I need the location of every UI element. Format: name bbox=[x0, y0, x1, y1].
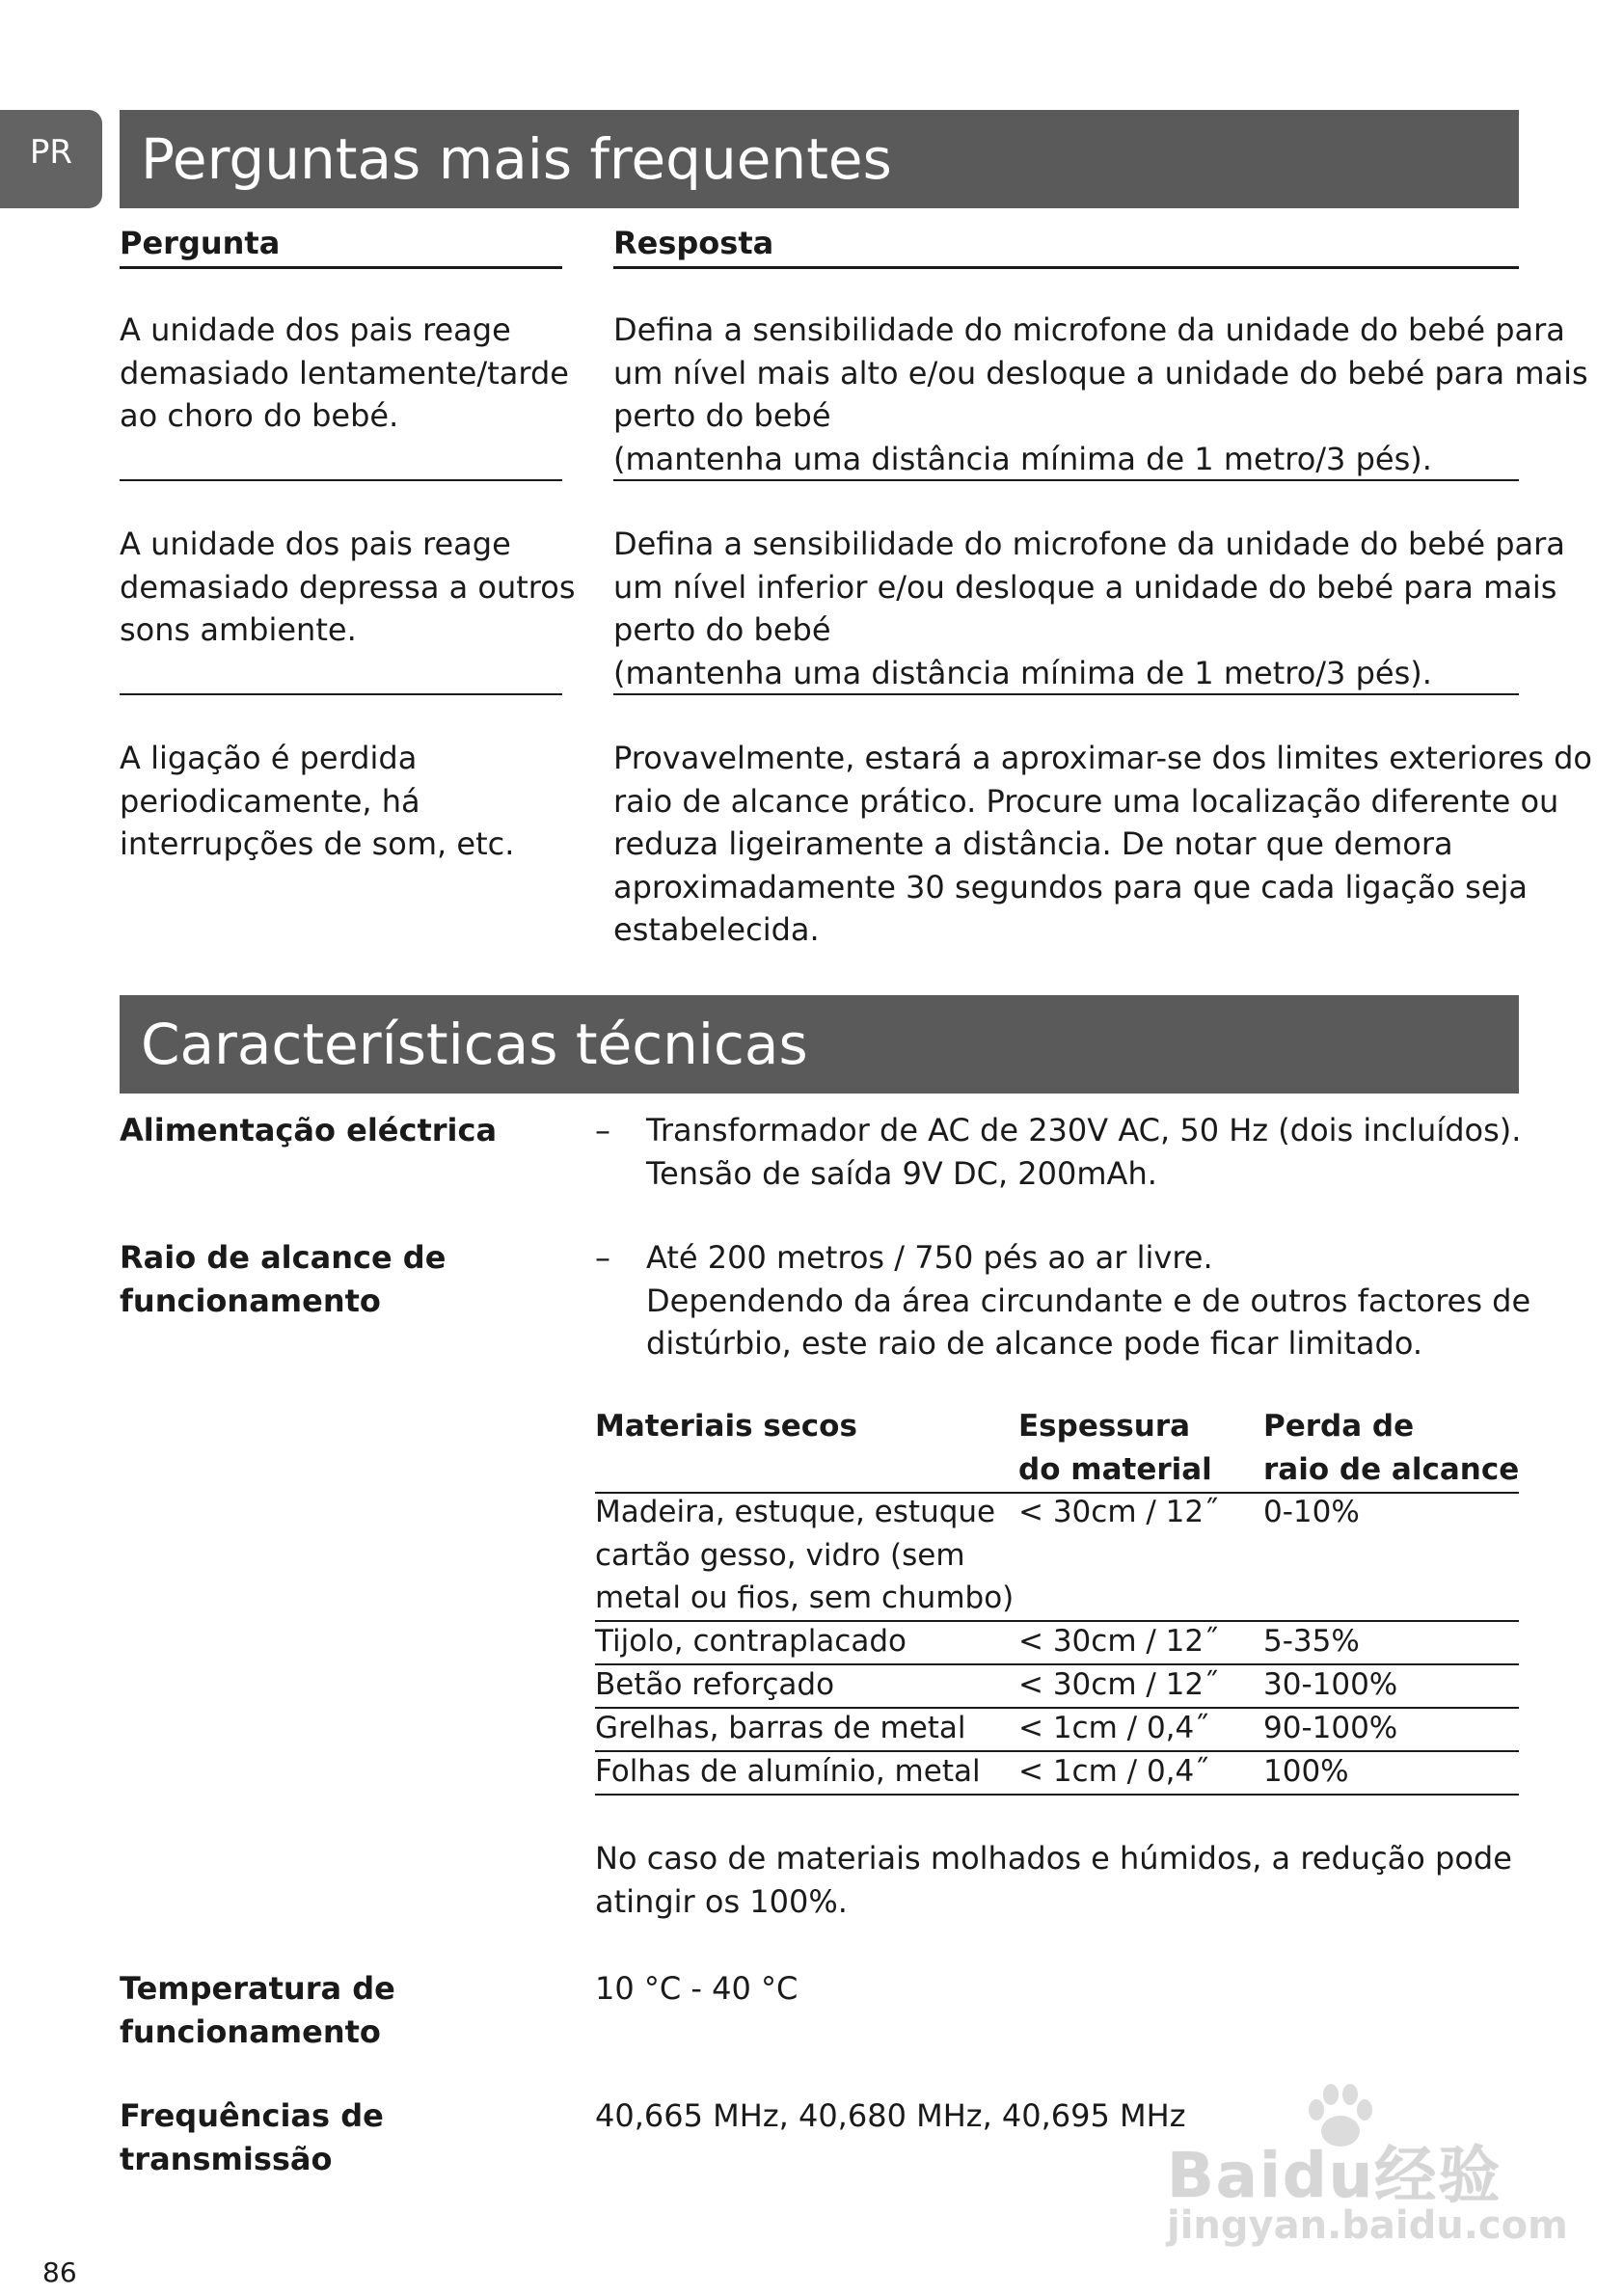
table-header-loss: Perda de raio de alcance bbox=[1263, 1409, 1520, 1487]
page-number: 86 bbox=[42, 2256, 77, 2288]
faq-question: A unidade dos pais reage demasiado lentamente/tarde ao choro do bebé. bbox=[120, 311, 569, 434]
table-cell-material: Madeira, estuque, estuque cartão gesso, vidro (sem metal ou fios, sem chumbo) bbox=[595, 1495, 1015, 1615]
faq-answer: Defina a sensibilidade do microfone da unidade do bebé para um nível mais alto e/ou desloque a unidade do bebé para mais perto do bebé (mantenha uma distância mínima de 1 metro/3 pés). bbox=[613, 311, 1588, 477]
faq-header-divider-right bbox=[613, 266, 1519, 269]
table-cell-material: Folhas de alumínio, metal bbox=[595, 1754, 981, 1789]
faq-section-title: Perguntas mais frequentes bbox=[120, 110, 1519, 208]
spec-value-range: Até 200 metros / 750 pés ao ar livre. Dependendo da área circundante e de outros factores de distúrbio, este raio de alcance pode ficar limitado. bbox=[646, 1239, 1531, 1362]
faq-question: A unidade dos pais reage demasiado depressa a outros sons ambiente. bbox=[120, 526, 576, 648]
faq-header-divider-left bbox=[120, 266, 562, 269]
watermark-logo: Baidu经验 bbox=[1167, 2141, 1502, 2212]
table-cell-loss: 90-100% bbox=[1263, 1711, 1398, 1745]
table-cell-loss: 100% bbox=[1263, 1754, 1349, 1789]
table-cell-material: Betão reforçado bbox=[595, 1667, 835, 1702]
faq-divider-right bbox=[613, 479, 1519, 481]
spec-label-power: Alimentação eléctrica bbox=[120, 1112, 498, 1148]
table-header-material: Materiais secos bbox=[595, 1409, 857, 1444]
faq-answer-header: Resposta bbox=[613, 225, 774, 261]
spec-dash: – bbox=[595, 1239, 610, 1276]
faq-divider-right bbox=[613, 693, 1519, 695]
table-cell-thickness: < 30cm / 12˝ bbox=[1018, 1624, 1219, 1659]
table-cell-thickness: < 30cm / 12˝ bbox=[1018, 1667, 1219, 1702]
table-header-thickness: Espessura do material bbox=[1018, 1409, 1212, 1487]
table-cell-loss: 5-35% bbox=[1263, 1624, 1360, 1659]
table-cell-material: Grelhas, barras de metal bbox=[595, 1711, 966, 1745]
table-row-divider bbox=[595, 1794, 1519, 1796]
watermark-url: jingyan.baidu.com bbox=[1167, 2203, 1568, 2248]
spec-label-frequencies: Frequências de transmissão bbox=[120, 2097, 384, 2177]
table-cell-material: Tijolo, contraplacado bbox=[595, 1624, 907, 1659]
materials-note: No caso de materiais molhados e húmidos, a redução pode atingir os 100%. bbox=[595, 1840, 1512, 1920]
table-cell-thickness: < 1cm / 0,4˝ bbox=[1018, 1754, 1209, 1789]
watermark bbox=[1148, 2073, 1568, 2266]
table-cell-loss: 0-10% bbox=[1263, 1495, 1360, 1529]
spec-dash: – bbox=[595, 1112, 610, 1148]
faq-divider-left bbox=[120, 693, 562, 695]
spec-label-temperature: Temperatura de funcionamento bbox=[120, 1970, 395, 2050]
language-tab: PR bbox=[0, 110, 102, 208]
faq-answer: Provavelmente, estará a aproximar-se dos limites exteriores do raio de alcance prático. Procure uma localização diferente ou reduza ligeiramente a distância. De notar que demora aproximadamente 30 segundos para que cada ligação seja estabelecida. bbox=[613, 740, 1592, 948]
faq-divider-left bbox=[120, 479, 562, 481]
table-cell-thickness: < 1cm / 0,4˝ bbox=[1018, 1711, 1209, 1745]
spec-value-temperature: 10 °C - 40 °C bbox=[595, 1970, 798, 2007]
faq-answer: Defina a sensibilidade do microfone da unidade do bebé para um nível inferior e/ou desloque a unidade do bebé para mais perto do bebé (mantenha uma distância mínima de 1 metro/3 pés). bbox=[613, 526, 1565, 691]
spec-value-frequencies: 40,665 MHz, 40,680 MHz, 40,695 MHz bbox=[595, 2097, 1186, 2134]
table-cell-thickness: < 30cm / 12˝ bbox=[1018, 1495, 1219, 1529]
faq-question-header: Pergunta bbox=[120, 225, 281, 261]
specs-section-title: Características técnicas bbox=[120, 995, 1519, 1094]
spec-label-range: Raio de alcance de funcionamento bbox=[120, 1239, 447, 1319]
faq-question: A ligação é perdida periodicamente, há interrupções de som, etc. bbox=[120, 740, 515, 862]
table-cell-loss: 30-100% bbox=[1263, 1667, 1398, 1702]
spec-value-power: Transformador de AC de 230V AC, 50 Hz (dois incluídos). Tensão de saída 9V DC, 200mAh. bbox=[646, 1112, 1522, 1192]
